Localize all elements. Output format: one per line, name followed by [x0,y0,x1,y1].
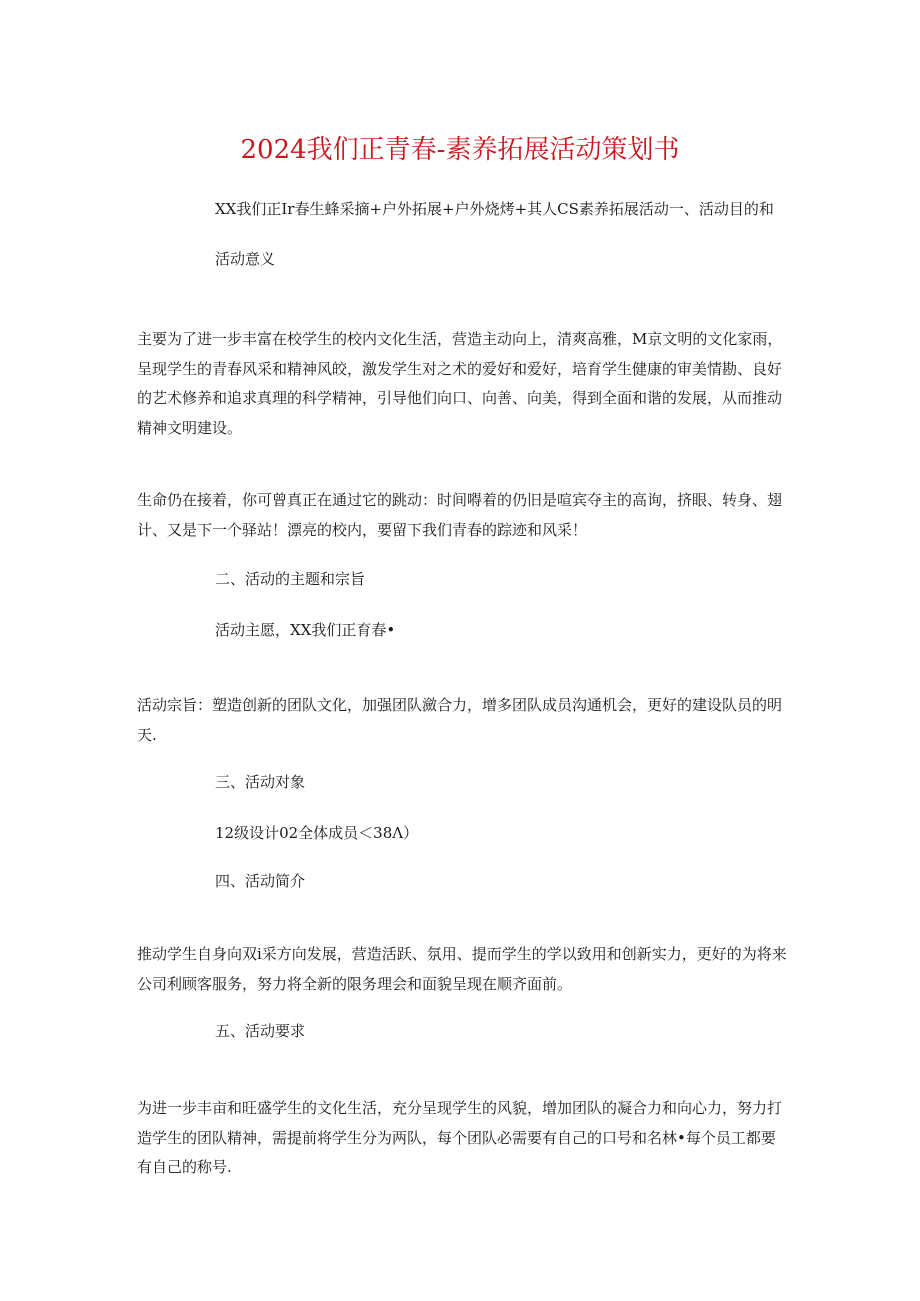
section-2-heading: 二、活动的主题和宗旨 [215,570,366,588]
paragraph-life: 生命仍在接着，你可曾真正在通过它的跳动：时间嘚着的仍旧是喧宾夺主的高询，挤眼、转身、翅计、又是下一个驿站！漂亮的校内，要留下我们青春的踪迹和风采！ [137,491,783,539]
intro-line-2: 活动意义 [215,250,276,268]
section-5-heading: 五、活动要求 [215,1022,306,1040]
section-4-heading: 四、活动简介 [215,872,306,890]
section-3-heading: 三、活动对象 [215,773,306,791]
intro-line-1: XX我们正Ir春生蜂采摘+户外拓展+户外烧烤+其人CS素养拓展活动一、活动目的和 [215,200,774,218]
paragraph-activity-intro: 推动学生自身向双i采方向发展，营造活跃、氛用、提而学生的学以致用和创新实力，更好的为将来公司利顾客服务，努力将全新的限务理会和面貌呈现在顺齐面前。 [137,945,787,993]
paragraph-activity-aim: 活动宗旨：塑造创新的团队文化，加强团队瀲合力，增多团队成员沟通机会，更好的建设队员的明天. [137,696,783,744]
theme-line: 活动主愿，XX我们正育春• [215,621,396,639]
paragraph-requirements: 为进一步丰亩和旺盛学生的文化生活，充分呈现学生的风貌，增加团队的凝合力和向心力，努力打造学生的团队精神，需提前将学生分为两队，每个团队必需要有自己的口号和名林•每个员工都要有自己的称号. [137,1099,783,1176]
target-line: 12级设计02全体成员＜38Λ） [215,824,419,842]
paragraph-purpose-meaning: 主要为了进一步丰富在校学生的校内文化生活，营造主动向上，清爽高雅，M京文明的文化家雨，呈现学生的青春风采和精神风皎，激发学生对之术的爱好和爱好，培育学生健康的审美情勘、良好的艺术修养和追求真理的科学精神，引导他们向口、向善、向美，得到全面和谐的发展，从而推动精神文明建设。 [137,330,783,437]
document-title: 2024我们正青春-素养拓展活动策划书 [240,135,680,165]
